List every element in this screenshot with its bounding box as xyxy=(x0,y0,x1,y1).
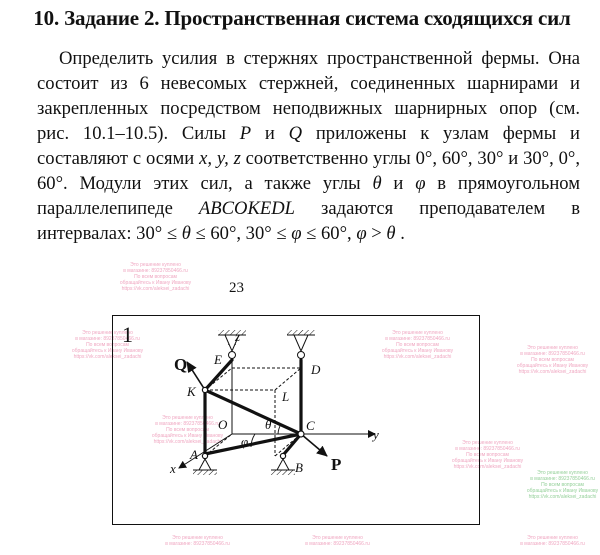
watermark-line: https://vk.com/aleksei_zadachi xyxy=(453,464,522,470)
watermark-line: По всем вопросам xyxy=(166,427,209,433)
para-text-4: соответственно углы 0°, 60°, 30° и 30°, 0°, 60°. Модули этих сил, а также углы xyxy=(37,148,580,194)
watermark-line: По всем вопросам xyxy=(466,452,509,458)
para-text-6: в прямоугольном параллелепипеде xyxy=(37,173,580,219)
watermark-line: По всем вопросам xyxy=(134,274,177,280)
watermark-line: По всем вопросам xyxy=(541,482,584,488)
label-q: Q xyxy=(174,355,188,374)
joint-a xyxy=(202,453,207,458)
label-a: A xyxy=(190,447,198,462)
watermark xyxy=(505,345,600,375)
support-d xyxy=(287,330,315,359)
phi-symbol-2: φ xyxy=(291,223,302,244)
watermark-line: https://vk.com/aleksei_zadachi xyxy=(383,354,452,360)
joint-b xyxy=(280,453,285,458)
watermark-line: Это решение куплено xyxy=(537,470,588,476)
label-z: z xyxy=(235,329,241,344)
theta-symbol-2: θ xyxy=(181,223,191,244)
truss-rods xyxy=(205,360,301,454)
watermark-line: обращайтесь к Ивану Иванову xyxy=(516,363,589,369)
watermark-line: в магазине: 89237850466.ru xyxy=(75,336,140,342)
watermark-line: https://vk.com/aleksei_zadachi xyxy=(73,354,142,360)
watermark-line: https://vk.com/aleksei_zadachi xyxy=(528,494,597,500)
watermark-line: в магазине: 89237850466.ru xyxy=(165,541,230,547)
para-text-10: > xyxy=(366,223,387,244)
truss-drawing xyxy=(113,316,478,523)
joint-k xyxy=(202,387,207,392)
label-d: D xyxy=(311,362,321,377)
box-name: ABCOKEDL xyxy=(198,198,295,219)
page-number: 23 xyxy=(229,280,244,296)
label-b: B xyxy=(295,460,303,475)
axes xyxy=(179,338,375,468)
label-theta: θ xyxy=(265,417,272,432)
watermark-line: в магазине: 89237850466.ru xyxy=(455,446,520,452)
axes-symbols: x, y, z xyxy=(199,148,241,169)
watermark-line: Это решение куплено xyxy=(312,535,363,541)
watermark-line: По всем вопросам xyxy=(396,342,439,348)
force-p-symbol: P xyxy=(239,123,252,144)
watermark-line: Это решение куплено xyxy=(130,262,181,268)
watermark-line: Это решение куплено xyxy=(462,440,513,446)
watermark-line: Это решение куплено xyxy=(392,330,443,336)
watermark-line: обращайтесь к Ивану Иванову xyxy=(119,280,192,286)
watermark-line: в магазине: 89237850466.ru xyxy=(305,541,370,547)
force-p-arrow xyxy=(301,434,327,456)
watermark xyxy=(515,470,600,500)
para-text-1: Определить усилия в стержнях пространственной фермы. Она состоит из 6 невесомых стержней, соединенных шарнирами и закрепленных посредством неподвижных шарнирных опор (см. рис. 10.1–10.5). Силы xyxy=(37,48,580,144)
support-e xyxy=(218,330,246,359)
watermark-line: в магазине: 89237850466.ru xyxy=(155,421,220,427)
watermark xyxy=(150,535,245,547)
task-paragraph xyxy=(37,46,580,246)
para-text-2: и xyxy=(251,123,289,144)
label-c: C xyxy=(306,418,315,433)
watermark-line: обращайтесь к Ивану Иванову xyxy=(451,458,524,464)
para-text-9: ≤ 60°, xyxy=(301,223,357,244)
watermark-line: Это решение куплено xyxy=(172,535,223,541)
watermark-line: Это решение куплено xyxy=(527,535,578,541)
edge-ld-dashed xyxy=(275,368,301,390)
para-text-11: . xyxy=(395,223,405,244)
figure-number: 1 xyxy=(122,322,133,347)
watermark-line: обращайтесь к Ивану Иванову xyxy=(71,348,144,354)
label-k: K xyxy=(187,384,196,399)
watermark-line: По всем вопросам xyxy=(531,357,574,363)
support-b xyxy=(271,459,295,475)
watermark xyxy=(108,262,203,292)
watermark-line: обращайтесь к Ивану Иванову xyxy=(526,488,599,494)
watermark-line: По всем вопросам xyxy=(86,342,129,348)
label-o: O xyxy=(218,417,228,432)
para-text-8: ≤ 60°, 30° ≤ xyxy=(190,223,292,244)
watermark xyxy=(290,535,385,547)
watermark-line: https://vk.com/aleksei_zadachi xyxy=(121,286,190,292)
watermark-line: обращайтесь к Ивану Иванову xyxy=(381,348,454,354)
watermark-line: в магазине: 89237850466.ru xyxy=(530,476,595,482)
watermark xyxy=(505,535,600,547)
theta-symbol-3: θ xyxy=(386,223,396,244)
theta-symbol: θ xyxy=(372,173,382,194)
joint-c xyxy=(298,431,304,437)
section-heading: 10. Задание 2. Пространственная система сходящихся сил xyxy=(33,6,571,30)
watermark-line: Это решение куплено xyxy=(162,415,213,421)
watermark-line: в магазине: 89237850466.ru xyxy=(520,351,585,357)
watermark-line: https://vk.com/aleksei_zadachi xyxy=(153,439,222,445)
watermark-line: обращайтесь к Ивану Иванову xyxy=(151,433,224,439)
watermark-line: Это решение куплено xyxy=(82,330,133,336)
watermark-line: https://vk.com/aleksei_zadachi xyxy=(518,369,587,375)
phi-symbol-3: φ xyxy=(356,223,367,244)
watermark-line: в магазине: 89237850466.ru xyxy=(520,541,585,547)
label-p: P xyxy=(331,455,342,474)
truss-figure xyxy=(112,315,480,525)
para-text-7: задаются преподавателем в интервалах: 30° ≤ xyxy=(37,198,580,244)
force-q-symbol: Q xyxy=(288,123,303,144)
watermark-line: в магазине: 89237850466.ru xyxy=(123,268,188,274)
label-y: y xyxy=(373,427,379,442)
watermark-line: в магазине: 89237850466.ru xyxy=(385,336,450,342)
phi-symbol: φ xyxy=(415,173,426,194)
watermark-line: Это решение куплено xyxy=(527,345,578,351)
label-l: L xyxy=(282,389,290,404)
para-text-5: и xyxy=(381,173,416,194)
label-phi: φ xyxy=(241,434,249,449)
label-e: E xyxy=(214,352,222,367)
para-text-3: приложены к узлам фермы и составляют с осями xyxy=(37,123,580,169)
label-x: x xyxy=(170,461,176,476)
